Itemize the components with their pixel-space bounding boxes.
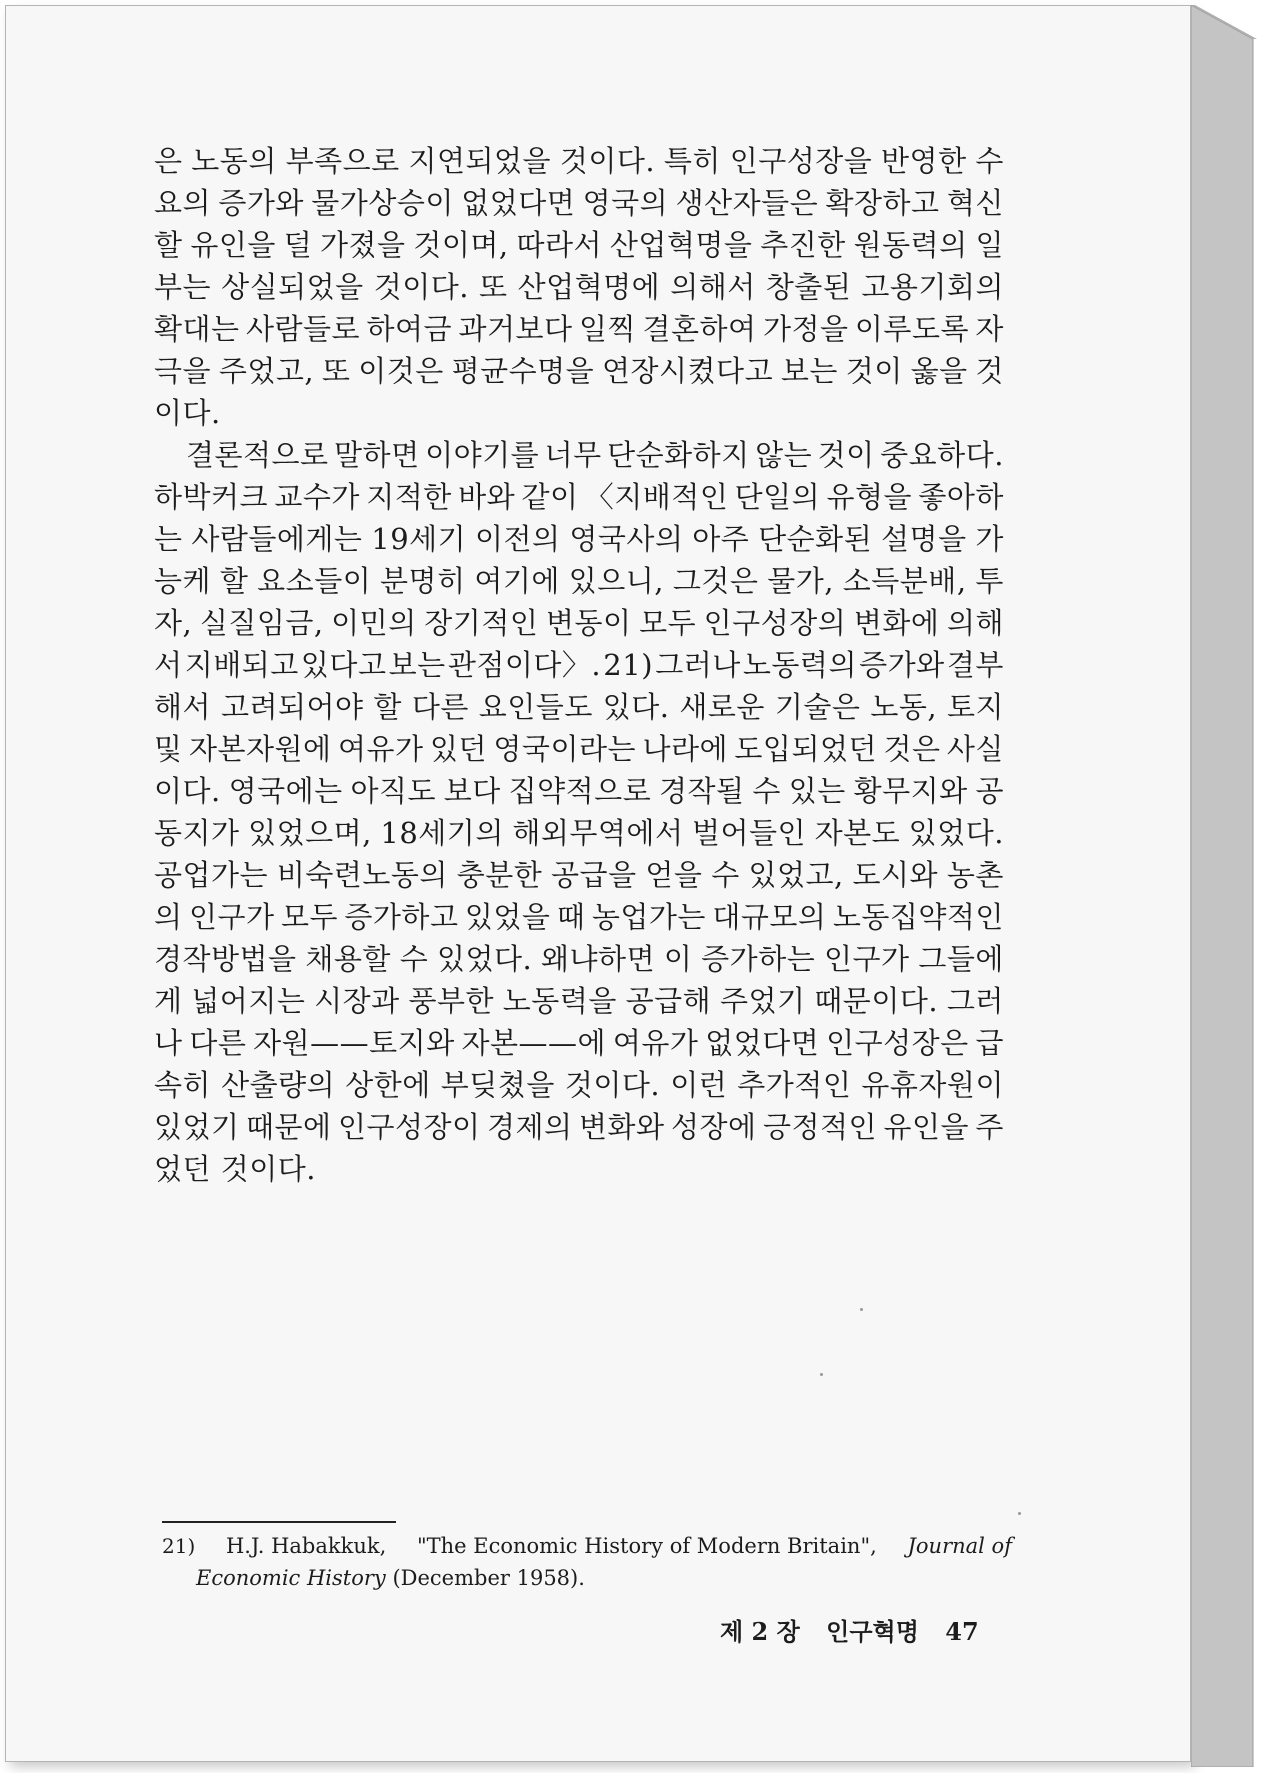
word: 모두 [639,606,697,640]
word: 의해서 [670,270,756,304]
footnote-divider [162,1521,396,1523]
word: 주었기 [719,984,806,1018]
word: 과거보다 [458,312,573,346]
word: 인구성장을 [729,144,873,178]
word: 다른 [411,690,469,724]
text-line [154,140,1004,182]
footnote-line [162,1562,1012,1594]
word: 말하면 [334,438,420,472]
word: 유인을 [190,228,276,262]
word: 수 [752,774,781,808]
word: 사람들로 [245,312,361,346]
word: 연장시켰다고 [602,354,774,388]
word: 유인을 [883,1110,969,1144]
word: 유형을 [826,480,913,514]
word: 증가하고 [344,900,459,934]
word: 변화와 [578,1110,665,1144]
text-line: 이다. [154,396,221,430]
word: 고려되어야 [220,690,364,724]
word: 덜 [283,228,313,262]
text-line [154,224,1004,266]
word: 노동의 [191,144,277,178]
word: 보는 [780,354,838,388]
word: 얻을 [645,858,703,892]
word: 결론적으로 [186,438,329,472]
word: 것 [975,354,1004,388]
word: 자본자원에 [188,732,332,766]
text-line [154,518,1004,560]
word: 지적한 [366,480,452,514]
footnote-journal: Journal of [907,1534,1012,1558]
word: 노동, [870,690,938,724]
word: 대규모의 [712,900,827,934]
word: 인구가 [188,900,275,934]
word: 부는 [154,270,212,304]
word: 없었다면 [461,186,576,220]
word: 충분한 [456,858,543,892]
word: 황무지와 [853,774,968,808]
word: 동지가 [154,816,240,850]
word: 단순화하지 [607,438,750,472]
word: 보는 [388,648,446,682]
text-line [154,980,1004,1022]
word: 바와 [458,480,516,514]
word: 넓어지는 [191,984,306,1018]
word: 증가와 [859,648,945,682]
word: 장기적인 [424,606,539,640]
word: 것은 [883,732,941,766]
word: 것이며, [413,228,509,262]
footnote-article: "The Economic History of Modern Britain", [416,1534,877,1558]
word: 것이 [845,354,903,388]
word: 요인들도 [478,690,593,724]
word: 교수가 [274,480,360,514]
word: 영국사의 [569,522,684,556]
word: 자 [975,312,1004,346]
word: 풍부한 [408,984,495,1018]
word: 해외무역에서 [512,816,684,850]
word: 채용할 [305,942,391,976]
word: 자본——에 [461,1026,607,1060]
word: 자, [154,606,193,640]
footnote-date: (December 1958). [392,1566,585,1590]
word: 반영한 [881,144,967,178]
word: 수 [711,858,740,892]
word: 아주 [692,522,750,556]
word: 속히 [154,1068,212,1102]
word: 인구성장의 [703,606,847,640]
word: 일 [975,228,1004,262]
text-line [154,770,1004,812]
word: 주었고, [218,354,315,388]
word: 지배되고 [184,648,299,682]
word: 생산자들은 [675,186,819,220]
word: 공 [975,774,1004,808]
text-line [154,266,1004,308]
text-line [154,476,1004,518]
word: 하박커크 [154,480,269,514]
word: 인구성장이 [337,1110,481,1144]
word: 여유가 [612,1026,699,1060]
word: 있다고 [300,648,387,682]
word: 이 [663,942,693,976]
word: 있었다. [908,816,1004,850]
word: 능케 [154,564,212,598]
word: 있다. [602,690,670,724]
word: 자본도 [814,816,901,850]
word: 주 [975,1110,1004,1144]
word: 추가적인 [737,1068,852,1102]
word: 있던 [429,732,487,766]
word: 공업가는 [154,858,269,892]
word: 18세기의 [380,816,504,850]
word: 이전의 [475,522,561,556]
word: 노동력의 [742,648,857,682]
running-footer [720,1612,980,1647]
word: 증가와 [218,186,304,220]
word: 투 [975,564,1004,598]
word: 토지 [946,690,1004,724]
word: 변화에 [853,606,940,640]
word: 다른 [189,1026,247,1060]
word: 나 [154,1026,183,1060]
word: 물가, [767,564,834,598]
word: 이런 [670,1068,728,1102]
word: 경작될 [659,774,745,808]
text-line [154,560,1004,602]
word: 것이다. [559,144,656,178]
word: 서 [154,648,183,682]
word: 않는 [755,438,813,472]
text-line [154,1106,1004,1148]
word: 이야기를 [425,438,540,472]
word: 〈지배적인 [584,480,729,514]
word: 모두 [280,900,338,934]
footnote-journal: Economic History [196,1566,386,1590]
word: 원동력의 [853,228,968,262]
word: 단일의 [734,480,821,514]
text-line [154,728,1004,770]
text-line [154,1022,1004,1064]
word: 사실 [946,732,1004,766]
word: 집약적으로 [508,774,652,808]
word: 요의 [154,186,212,220]
word: 때문에 [245,1110,332,1144]
word: 창출된 [765,270,852,304]
text-line [154,350,1004,392]
word: 이루도록 [854,312,969,346]
word: 왜냐하면 [541,942,656,976]
word: 있었으며, [248,816,372,850]
word: 지연되었을 [408,144,552,178]
word: 가 [975,522,1004,556]
word: 극을 [154,354,212,388]
word: 부딪쳤을 [440,1068,555,1102]
word: 옳을 [910,354,968,388]
word: 고용기회의 [861,270,1004,304]
scan-speck [1018,1512,1021,1515]
word: 농촌 [946,858,1004,892]
word: 확장하고 [825,186,940,220]
footnote-author: H.J. Habakkuk, [225,1534,387,1558]
text-line [154,644,1004,686]
word: 인구가 [824,942,910,976]
word: 일찍 [578,312,636,346]
word: 도입되었던 [734,732,877,766]
word: 공급해 [625,984,712,1018]
word: 의 [154,900,183,934]
word: 여유가 [337,732,424,766]
scan-speck [860,1308,863,1311]
word: 경작방법을 [154,942,297,976]
chapter-title: 인구혁명 [826,1617,919,1646]
word: 소득분배, [842,564,967,598]
word: 있었다. [436,942,533,976]
text-line [154,854,1004,896]
word: 긍정적인 [762,1110,877,1144]
word: 이것은 [358,354,444,388]
word: 할 [373,690,402,724]
word: 부족으로 [285,144,400,178]
word: 산업혁명을 [609,228,753,262]
word: 수 [399,942,429,976]
word: 공급을 [551,858,637,892]
word: 비숙련노동의 [276,858,448,892]
word: 게 [154,984,183,1018]
word: 평균수명을 [451,354,595,388]
word: 중요하다. [880,438,1004,472]
word: 좋아하 [918,480,1004,514]
word: 없었다면 [705,1026,820,1060]
word: 특히 [663,144,721,178]
word: 때문이다. [814,984,939,1018]
footnote-line [162,1530,1012,1562]
word: 할 [154,228,183,262]
word: 하여금 [366,312,453,346]
word: 19세기 [371,522,467,556]
word: 노동력을 [502,984,617,1018]
word: 같이 [521,480,579,514]
footnote-marker: 21) [162,1534,196,1558]
word: 확대는 [154,312,240,346]
word: 및 [154,732,183,766]
word: 가졌을 [320,228,406,262]
word: 사람들에게는 [191,522,363,556]
word: 해서 [154,690,212,724]
footnote [162,1530,1012,1594]
word: 영국에는 [228,774,343,808]
word: 단순화된 [758,522,873,556]
word: 이다. [154,774,221,808]
word: 때 [556,900,586,934]
word: 21) [603,648,654,682]
word: 가정을 [762,312,849,346]
word: 할 [219,564,249,598]
word: 는 [154,522,183,556]
word: 있었기 [154,1110,240,1144]
word: 그들에 [918,942,1004,976]
word: 또 [321,354,351,388]
word: 요소들이 [257,564,372,598]
body-text [154,140,1004,1190]
word: 아직도 [350,774,436,808]
text-line: 었던 것이다. [154,1152,317,1186]
word: 것이다. [373,270,469,304]
word: 것이다. [564,1068,661,1102]
word: 물가상승이 [311,186,454,220]
word: 있었고, [748,858,844,892]
word: 그러 [946,984,1004,1018]
word: 실질임금, [199,606,324,640]
word: 분명히 [380,564,466,598]
word: 산업혁명에 [517,270,661,304]
text-line [154,1064,1004,1106]
text-line [154,602,1004,644]
text-line [154,182,1004,224]
word: 유휴자원이 [861,1068,1004,1102]
word: 그것은 [672,564,759,598]
word: 농업가는 [591,900,706,934]
word: 벌어들인 [692,816,807,850]
word: 나라에 [642,732,728,766]
word: 산출량의 [221,1068,336,1102]
word: 기술은 [774,690,861,724]
word: 새로운 [679,690,765,724]
word: 상실되었을 [221,270,364,304]
text-line [154,812,1004,854]
word: 그러나 [655,648,741,682]
word: 또 [479,270,508,304]
text-line [154,434,1004,476]
page-number: 47 [945,1617,979,1646]
word: 것이 [817,438,875,472]
scan-speck [820,1373,823,1376]
word: 변동이 [545,606,632,640]
word: 인구성장은 [826,1026,969,1060]
word: 여기에 [474,564,560,598]
word: 은 [154,144,183,178]
word: 결혼하여 [642,312,757,346]
word: 경제의 [486,1110,573,1144]
word: 있는 [788,774,846,808]
word: 의해 [946,606,1004,640]
word: 따라서 [516,228,602,262]
word: 노동집약적인 [832,900,1004,934]
word: 급 [975,1026,1004,1060]
word: 있었을 [464,900,551,934]
word: 도시와 [852,858,939,892]
word: 관점이다〉. [447,648,602,682]
word: 이민의 [331,606,417,640]
text-line [154,686,1004,728]
chapter-label: 제 2 장 [720,1617,800,1646]
word: 결부 [946,648,1004,682]
text-line [154,896,1004,938]
word: 성장에 [670,1110,757,1144]
word: 보다 [443,774,501,808]
word: 있으니, [568,564,665,598]
word: 상한에 [345,1068,431,1102]
word: 추진한 [760,228,846,262]
word: 설명을 [881,522,967,556]
word: 혁신 [946,186,1004,220]
word: 너무 [544,438,602,472]
text-line [154,938,1004,980]
word: 영국이라는 [493,732,636,766]
word: 증가하는 [701,942,816,976]
word: 자원——토지와 [253,1026,455,1060]
text-line [154,308,1004,350]
page-stack-edge [1191,5,1271,1767]
word: 시장과 [314,984,400,1018]
word: 영국의 [582,186,669,220]
word: 수 [975,144,1004,178]
